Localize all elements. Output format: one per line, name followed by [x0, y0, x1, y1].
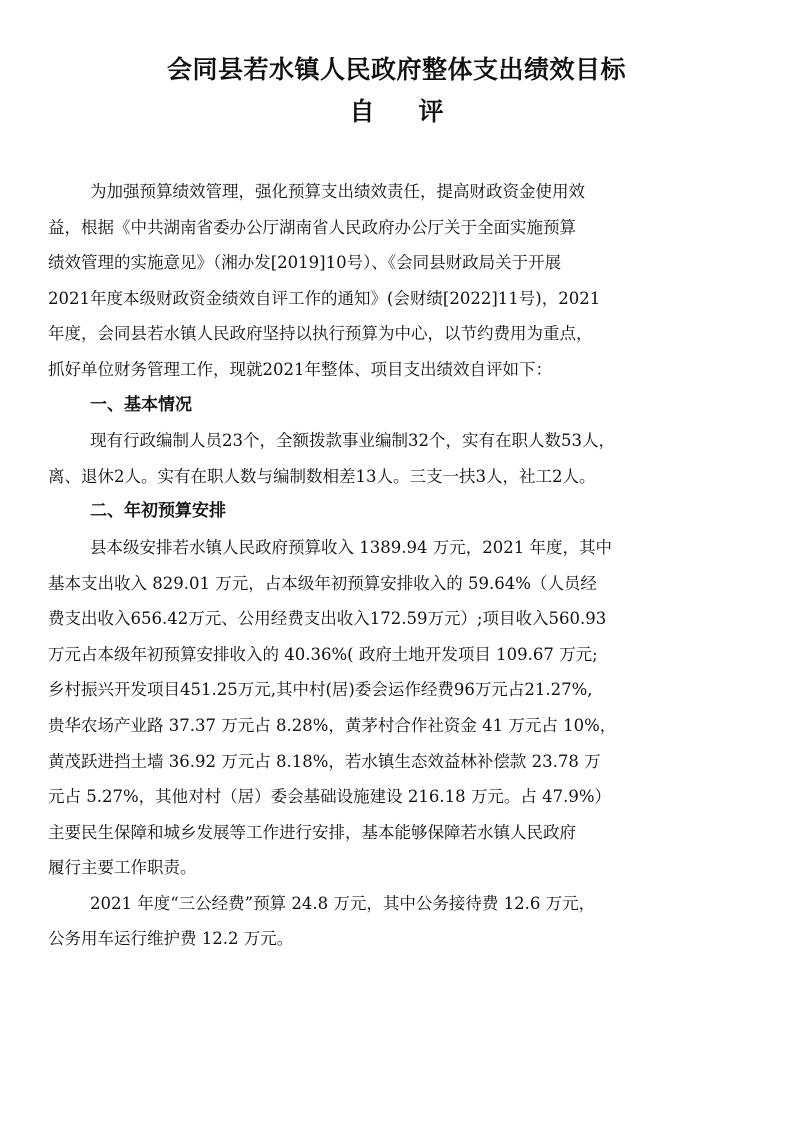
text-line: 现有行政编制人员23个，全额拨款事业编制32个，实有在职人数53人，	[90, 431, 615, 451]
text-line: 2021 年度“三公经费”预算 24.8 万元，其中公务接待费 12.6 万元，	[90, 893, 596, 913]
text-line: 年度，会同县若水镇人民政府坚持以执行预算为中心，以节约费用为重点，	[48, 324, 593, 344]
text-line: 黄茂跃进挡土墙 36.92 万元占 8.18%，若水镇生态效益林补偿款 23.78 万	[48, 751, 601, 771]
text-line: 基本支出收入 829.01 万元，占本级年初预算安排收入的 59.64%（人员经	[48, 573, 597, 593]
text-line: 万元占本级年初预算安排收入的 40.36%( 政府土地开发项目 109.67 万元;	[48, 644, 598, 664]
text-line: 2021年度本级财政资金绩效自评工作的通知》(会财绩[2022]11号)，2021	[48, 288, 601, 308]
text-line: 履行主要工作职责。	[48, 858, 197, 878]
section-heading-basic-info: 一、基本情况	[90, 394, 192, 415]
text-line: 益，根据《中共湖南省委办公厅湖南省人民政府办公厅关于全面实施预算	[48, 217, 576, 237]
document-title-line2: 自评	[349, 97, 488, 126]
document-title: 会同县若水镇人民政府整体支出绩效目标	[166, 55, 626, 84]
text-line: 主要民生保障和城乡发展等工作进行安排，基本能够保障若水镇人民政府	[48, 822, 576, 842]
text-line: 离、退休2人。实有在职人数与编制数相差13人。三支一扶3人，社工2人。	[48, 466, 596, 486]
text-line: 绩效管理的实施意见》（湘办发[2019]10号）、《会同县财政局关于开展	[48, 253, 562, 273]
intro-paragraph	[48, 174, 748, 957]
text-line: 为加强预算绩效管理，强化预算支出绩效责任，提高财政资金使用效	[90, 182, 585, 201]
text-line: 元占 5.27%，其他对村（居）委会基础设施建设 216.18 万元。占 47.9%）	[48, 787, 612, 807]
text-line: 贵华农场产业路 37.37 万元占 8.28%，黄茅村合作社资金 41 万元占 10%，	[48, 715, 617, 735]
text-line: 公务用车运行维护费 12.2 万元。	[48, 929, 294, 949]
text-line: 费支出收入656.42万元、公用经费支出收入172.59万元）;项目收入560.93	[48, 609, 607, 629]
section-heading-budget: 二、年初预算安排	[90, 501, 226, 522]
text-line: 抓好单位财务管理工作，现就2021年整体、项目支出绩效自评如下：	[48, 359, 552, 379]
text-line: 乡村振兴开发项目451.25万元,其中村(居)委会运作经费96万元占21.27%,	[48, 680, 593, 700]
text-line: 县本级安排若水镇人民政府预算收入 1389.94 万元，2021 年度，其中	[90, 537, 612, 557]
